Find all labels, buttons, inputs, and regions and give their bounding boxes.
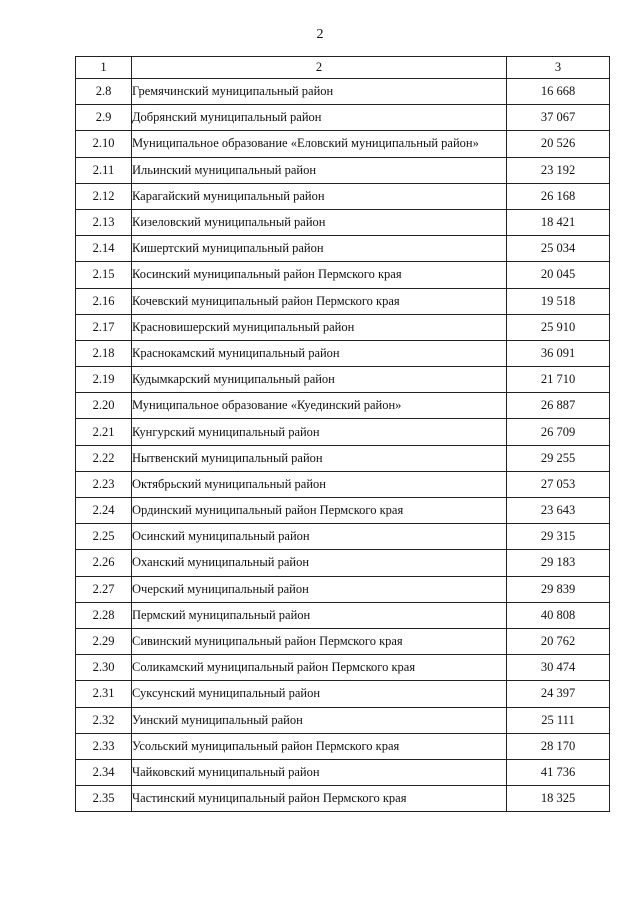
table-row xyxy=(76,471,610,497)
row-value-cell: 16 668 xyxy=(507,79,610,105)
row-number-cell: 2.22 xyxy=(76,445,132,471)
row-name-cell: Добрянский муниципальный район xyxy=(132,105,507,131)
row-value-cell: 28 170 xyxy=(507,733,610,759)
row-name-cell: Суксунский муниципальный район xyxy=(132,681,507,707)
row-number-cell: 2.20 xyxy=(76,393,132,419)
row-name-cell: Усольский муниципальный район Пермского края xyxy=(132,733,507,759)
row-number-cell: 2.17 xyxy=(76,314,132,340)
row-name-cell: Муниципальное образование «Куединский район» xyxy=(132,393,507,419)
row-value-cell: 37 067 xyxy=(507,105,610,131)
row-number-cell: 2.14 xyxy=(76,236,132,262)
row-value-cell: 19 518 xyxy=(507,288,610,314)
row-number-cell: 2.26 xyxy=(76,550,132,576)
row-value-cell: 29 839 xyxy=(507,576,610,602)
row-value-cell: 26 887 xyxy=(507,393,610,419)
row-value-cell: 24 397 xyxy=(507,681,610,707)
row-name-cell: Частинский муниципальный район Пермского края xyxy=(132,786,507,812)
table-row xyxy=(76,236,610,262)
row-name-cell: Кочевский муниципальный район Пермского края xyxy=(132,288,507,314)
row-number-cell: 2.35 xyxy=(76,786,132,812)
row-number-cell: 2.25 xyxy=(76,524,132,550)
row-value-cell: 23 192 xyxy=(507,157,610,183)
table-row xyxy=(76,550,610,576)
row-name-cell: Кизеловский муниципальный район xyxy=(132,209,507,235)
row-value-cell: 20 762 xyxy=(507,628,610,654)
column-header-name: 2 xyxy=(132,57,507,79)
row-number-cell: 2.31 xyxy=(76,681,132,707)
row-name-cell: Краснокамский муниципальный район xyxy=(132,340,507,366)
row-name-cell: Уинский муниципальный район xyxy=(132,707,507,733)
row-number-cell: 2.30 xyxy=(76,655,132,681)
row-number-cell: 2.8 xyxy=(76,79,132,105)
table-row xyxy=(76,314,610,340)
row-name-cell: Кишертский муниципальный район xyxy=(132,236,507,262)
row-value-cell: 23 643 xyxy=(507,498,610,524)
row-name-cell: Нытвенский муниципальный район xyxy=(132,445,507,471)
table-row xyxy=(76,79,610,105)
table-row xyxy=(76,419,610,445)
table-row xyxy=(76,628,610,654)
row-value-cell: 18 421 xyxy=(507,209,610,235)
row-number-cell: 2.12 xyxy=(76,183,132,209)
row-number-cell: 2.27 xyxy=(76,576,132,602)
row-value-cell: 29 183 xyxy=(507,550,610,576)
row-name-cell: Ординский муниципальный район Пермского края xyxy=(132,498,507,524)
column-header-number: 1 xyxy=(76,57,132,79)
row-value-cell: 25 034 xyxy=(507,236,610,262)
table-row xyxy=(76,131,610,157)
table-row xyxy=(76,655,610,681)
table-row xyxy=(76,498,610,524)
row-number-cell: 2.21 xyxy=(76,419,132,445)
row-value-cell: 25 111 xyxy=(507,707,610,733)
table-row xyxy=(76,367,610,393)
row-name-cell: Пермский муниципальный район xyxy=(132,602,507,628)
row-name-cell: Ильинский муниципальный район xyxy=(132,157,507,183)
table-row xyxy=(76,262,610,288)
table-row xyxy=(76,183,610,209)
table-row xyxy=(76,340,610,366)
row-number-cell: 2.28 xyxy=(76,602,132,628)
row-value-cell: 41 736 xyxy=(507,759,610,785)
row-name-cell: Кудымкарский муниципальный район xyxy=(132,367,507,393)
table-row xyxy=(76,209,610,235)
row-number-cell: 2.32 xyxy=(76,707,132,733)
table-row xyxy=(76,576,610,602)
row-value-cell: 29 315 xyxy=(507,524,610,550)
row-value-cell: 20 045 xyxy=(507,262,610,288)
row-number-cell: 2.9 xyxy=(76,105,132,131)
row-value-cell: 40 808 xyxy=(507,602,610,628)
row-number-cell: 2.33 xyxy=(76,733,132,759)
row-number-cell: 2.13 xyxy=(76,209,132,235)
row-value-cell: 21 710 xyxy=(507,367,610,393)
row-name-cell: Соликамский муниципальный район Пермского края xyxy=(132,655,507,681)
row-name-cell: Муниципальное образование «Еловский муниципальный район» xyxy=(132,131,507,157)
row-value-cell: 27 053 xyxy=(507,471,610,497)
table-row xyxy=(76,524,610,550)
row-number-cell: 2.34 xyxy=(76,759,132,785)
table-header-row xyxy=(76,57,610,79)
table-row xyxy=(76,733,610,759)
row-name-cell: Гремячинский муниципальный район xyxy=(132,79,507,105)
table-row xyxy=(76,786,610,812)
table-row xyxy=(76,393,610,419)
row-name-cell: Октябрьский муниципальный район xyxy=(132,471,507,497)
table-body xyxy=(76,79,610,812)
row-value-cell: 26 709 xyxy=(507,419,610,445)
row-name-cell: Кунгурский муниципальный район xyxy=(132,419,507,445)
row-number-cell: 2.23 xyxy=(76,471,132,497)
row-value-cell: 29 255 xyxy=(507,445,610,471)
table-row xyxy=(76,707,610,733)
table-row xyxy=(76,288,610,314)
table-row xyxy=(76,681,610,707)
table-row xyxy=(76,759,610,785)
row-number-cell: 2.15 xyxy=(76,262,132,288)
row-value-cell: 30 474 xyxy=(507,655,610,681)
row-name-cell: Чайковский муниципальный район xyxy=(132,759,507,785)
row-name-cell: Осинский муниципальный район xyxy=(132,524,507,550)
page-number: 2 xyxy=(316,27,324,42)
row-name-cell: Очерский муниципальный район xyxy=(132,576,507,602)
row-value-cell: 20 526 xyxy=(507,131,610,157)
row-number-cell: 2.16 xyxy=(76,288,132,314)
table-row xyxy=(76,105,610,131)
data-table xyxy=(75,56,610,812)
row-number-cell: 2.29 xyxy=(76,628,132,654)
row-name-cell: Сивинский муниципальный район Пермского края xyxy=(132,628,507,654)
row-name-cell: Красновишерский муниципальный район xyxy=(132,314,507,340)
row-value-cell: 26 168 xyxy=(507,183,610,209)
table-row xyxy=(76,445,610,471)
row-name-cell: Оханский муниципальный район xyxy=(132,550,507,576)
table-row xyxy=(76,602,610,628)
row-number-cell: 2.11 xyxy=(76,157,132,183)
row-value-cell: 36 091 xyxy=(507,340,610,366)
row-value-cell: 18 325 xyxy=(507,786,610,812)
row-number-cell: 2.10 xyxy=(76,131,132,157)
row-value-cell: 25 910 xyxy=(507,314,610,340)
row-name-cell: Карагайский муниципальный район xyxy=(132,183,507,209)
column-header-value: 3 xyxy=(507,57,610,79)
row-number-cell: 2.19 xyxy=(76,367,132,393)
row-number-cell: 2.18 xyxy=(76,340,132,366)
row-name-cell: Косинский муниципальный район Пермского края xyxy=(132,262,507,288)
table-row xyxy=(76,157,610,183)
row-number-cell: 2.24 xyxy=(76,498,132,524)
